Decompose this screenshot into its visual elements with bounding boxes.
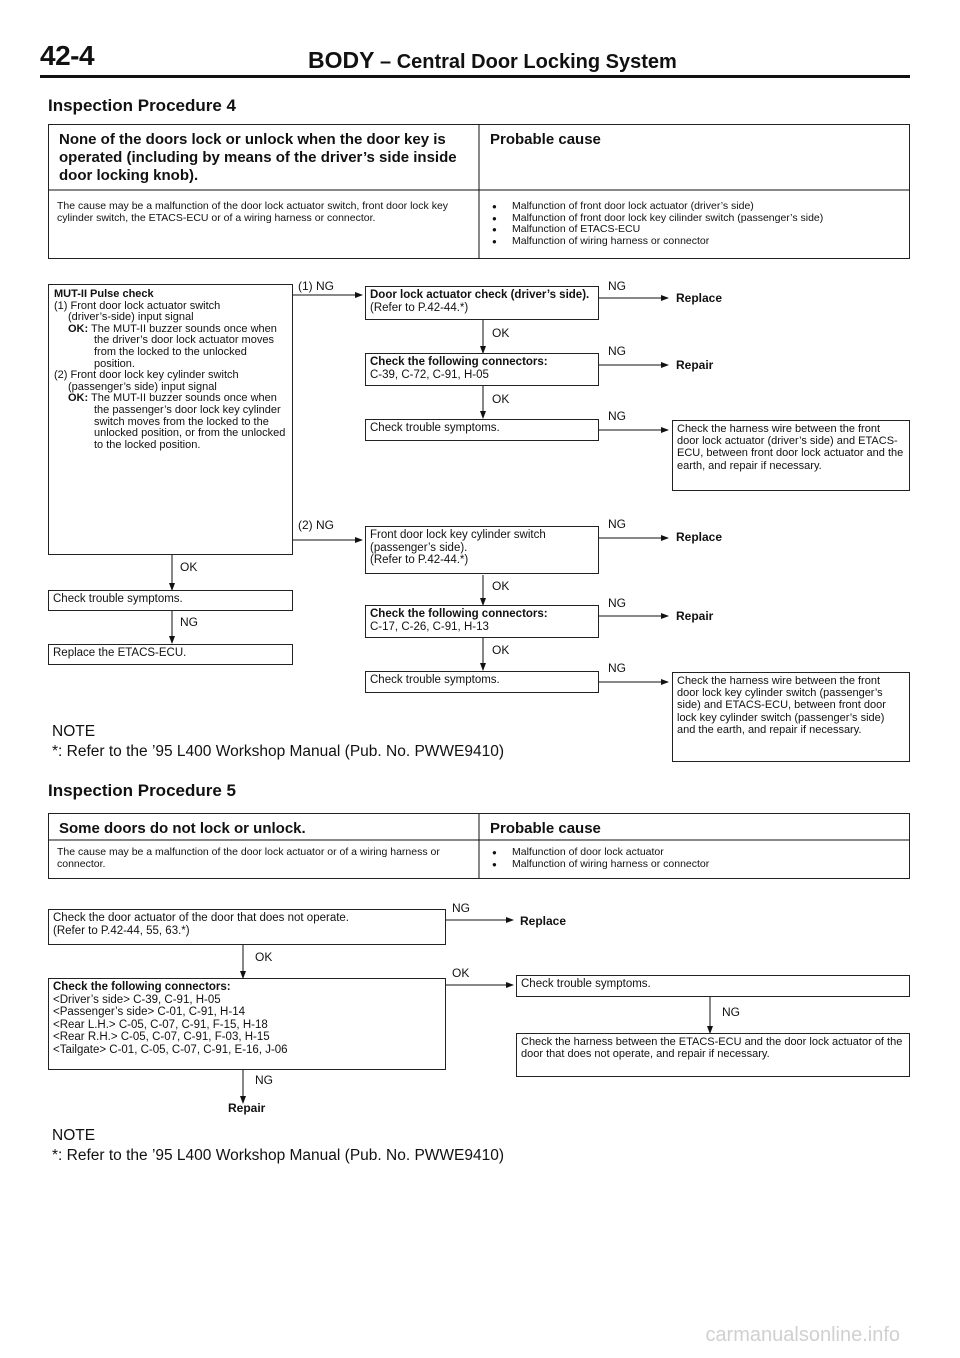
- cause-item: ● Malfunction of front door lock actuator (driver’s side): [492, 201, 902, 213]
- cause-item: ● Malfunction of door lock actuator: [492, 847, 902, 859]
- mut-item-1-sub: (driver’s-side) input signal: [68, 311, 194, 324]
- procedure-5-symptom: Some doors do not lock or unlock.: [59, 820, 306, 837]
- box-line-2: (passenger’s side).: [370, 541, 468, 554]
- flow-ng-label: NG: [608, 279, 626, 293]
- flow-ng-label: NG: [608, 409, 626, 423]
- result-repair: Repair: [228, 1101, 266, 1115]
- connector-line: <Driver’s side> C-39, C-91, H-05: [53, 993, 221, 1006]
- replace-etacs-ecu-box: Replace the ETACS-ECU.: [48, 644, 293, 665]
- box-line-2: (Refer to P.42-44, 55, 63.*): [53, 924, 190, 937]
- procedure-4-cause-header: Probable cause: [490, 131, 601, 148]
- flow-ng-label: NG: [608, 661, 626, 675]
- branch-2-check-symptoms-box: Check trouble symptoms.: [365, 671, 599, 693]
- connector-line: <Rear L.H.> C-05, C-07, C-91, F-15, H-18: [53, 1018, 268, 1031]
- box-line-1: Front door lock key cylinder switch: [370, 529, 546, 541]
- connector-check-box-1: [365, 353, 599, 386]
- branch-1-check-symptoms-box: Check trouble symptoms.: [365, 419, 599, 441]
- flow-ok-label: OK: [492, 392, 510, 406]
- flow-ng-label: NG: [608, 596, 626, 610]
- procedure-5-note: [52, 1126, 504, 1166]
- box-title: Check the following connectors:: [53, 981, 231, 993]
- branch-1-label: (1) NG: [298, 279, 334, 293]
- mut-item-2-sub: (passenger’s side) input signal: [68, 380, 217, 393]
- procedure-5-cause-list: [480, 847, 910, 870]
- procedure-4-note: [52, 722, 504, 762]
- page-title-separator: –: [374, 51, 397, 73]
- mut-item-1-ok: [54, 324, 287, 370]
- ok-label: OK:: [68, 392, 89, 405]
- result-replace: Replace: [676, 291, 723, 305]
- cause-item: ● Malfunction of wiring harness or connector: [492, 859, 902, 871]
- connector-line: <Tailgate> C-01, C-05, C-07, C-91, E-16, J-06: [53, 1043, 288, 1056]
- box-title: Check the following connectors:: [370, 608, 548, 620]
- flow-ok-label: OK: [492, 643, 510, 657]
- flow-ok-label: OK: [255, 950, 273, 964]
- connector-line: <Passenger’s side> C-01, C-91, H-14: [53, 1006, 245, 1018]
- procedure-5-title: Inspection Procedure 5: [48, 781, 236, 800]
- note-text: *: Refer to the ’95 L400 Workshop Manual (Pub. No. PWWE9410): [52, 743, 505, 760]
- procedure-5-table: [48, 813, 910, 879]
- connector-check-box-2: [365, 605, 599, 638]
- cause-item: ● Malfunction of wiring harness or connector: [492, 236, 902, 248]
- result-repair: Repair: [676, 358, 714, 372]
- mut-item-1-ok-text: The MUT-II buzzer sounds once when the driver’s door lock actuator moves from the locked to the unlocked position.: [91, 322, 277, 370]
- page-number: 42-4: [40, 40, 95, 71]
- watermark: carmanualsonline.info: [705, 1324, 900, 1346]
- key-cylinder-switch-box: [365, 526, 599, 574]
- door-actuator-check-box: [48, 909, 446, 945]
- connector-list: C-17, C-26, C-91, H-13: [370, 620, 489, 633]
- box-ref: (Refer to P.42-44.*): [370, 301, 469, 314]
- mut-pulse-check-box: [48, 284, 293, 555]
- branch-1-harness-check-box: Check the harness wire between the front door lock actuator (driver’s side) and ETACS-ECU, between front door lock actuator and the earth, and repair if necessary.: [672, 420, 910, 491]
- right-harness-check-box: Check the harness between the ETACS-ECU and the door lock actuator of the door that does not operate, and repair if necessary.: [516, 1033, 910, 1077]
- note-title: NOTE: [52, 723, 96, 740]
- connector-line: <Rear R.H.> C-05, C-07, C-91, F-03, H-15: [53, 1031, 270, 1043]
- note-text: *: Refer to the ’95 L400 Workshop Manual (Pub. No. PWWE9410): [52, 1147, 505, 1164]
- flow-ng-label: NG: [608, 344, 626, 358]
- door-lock-actuator-check-box: [365, 286, 599, 320]
- mut-item-2-ok-text: The MUT-II buzzer sounds once when the passenger’s door lock key cylinder switch moves from the locked to the unlocked position, or from the unlocked to the locked position.: [91, 392, 286, 451]
- flow-ng-label: NG: [722, 1005, 740, 1019]
- flow-ok-label: OK: [180, 560, 198, 574]
- note-title: NOTE: [52, 1127, 96, 1144]
- result-replace: Replace: [520, 914, 567, 928]
- procedure-4-symptom: None of the doors lock or unlock when the door key is operated (including by means of the driver’s side inside door locking knob).: [59, 131, 457, 184]
- box-title: Check the following connectors:: [370, 356, 548, 368]
- branch-2-label: (2) NG: [298, 518, 334, 532]
- flow-ng-label: NG: [608, 517, 626, 531]
- branch-2-harness-check-box: Check the harness wire between the front door lock key cylinder switch (passenger’s side) and ETACS-ECU, between front door lock key cylinder switch (passenger’s side) and the earth, and repair if necessary.: [672, 672, 910, 762]
- ok-label: OK:: [68, 322, 89, 335]
- flow-ng-label: NG: [452, 901, 470, 915]
- mut-item-1: (1) Front door lock actuator switch: [54, 299, 221, 312]
- result-replace: Replace: [676, 530, 723, 544]
- flow-ng-label: NG: [255, 1073, 273, 1087]
- procedure-4-title: Inspection Procedure 4: [48, 96, 236, 115]
- mut-item-2: (2) Front door lock key cylinder switch: [54, 369, 239, 382]
- connector-list: C-39, C-72, C-91, H-05: [370, 368, 489, 381]
- cause-item: ● Malfunction of front door lock key cilinder switch (passenger’s side): [492, 213, 902, 225]
- connector-check-box-3: [48, 978, 446, 1070]
- box-ref: (Refer to P.42-44.*): [370, 554, 469, 566]
- box-title: Door lock actuator check (driver’s side).: [370, 289, 590, 301]
- procedure-4-description: The cause may be a malfunction of the door lock actuator switch, front door lock key cylinder switch, the ETACS-ECU or of a wiring harness or connector.: [57, 200, 449, 224]
- procedure-5-cause-header: Probable cause: [490, 820, 601, 837]
- cause-item: ● Malfunction of ETACS-ECU: [492, 224, 902, 236]
- right-check-symptoms-box: Check trouble symptoms.: [516, 975, 910, 997]
- page-title-sub: Central Door Locking System: [396, 51, 677, 73]
- flow-ok-label: OK: [452, 966, 470, 980]
- flow-ng-label: NG: [180, 615, 198, 629]
- mut-title: MUT-II Pulse check: [54, 288, 154, 300]
- box-line-1: Check the door actuator of the door that does not operate.: [53, 912, 350, 924]
- flow-ok-label: OK: [492, 579, 510, 593]
- procedure-5-description: The cause may be a malfunction of the door lock actuator or of a wiring harness or connector.: [57, 846, 440, 870]
- result-repair: Repair: [676, 609, 714, 623]
- left-check-symptoms-box: Check trouble symptoms.: [48, 590, 293, 611]
- page-title-main: BODY: [308, 47, 375, 73]
- flow-ok-label: OK: [492, 326, 510, 340]
- mut-item-2-ok: [54, 393, 287, 451]
